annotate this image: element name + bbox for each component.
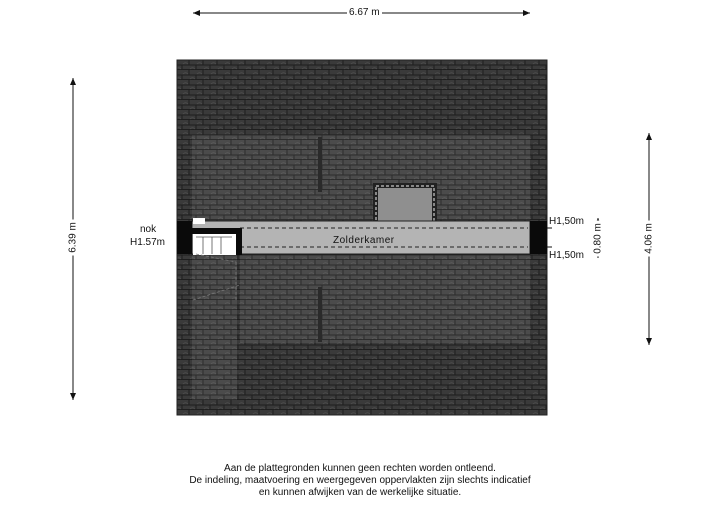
disclaimer-line-2: De indeling, maatvoering en weergegeven oppervlakten zijn slechts indicatief: [189, 475, 531, 486]
nok-height-label: H1.57m: [130, 237, 166, 248]
right-bottom-height-label: H1,50m: [549, 250, 585, 261]
nok-label: nok: [140, 224, 157, 235]
top-dimension-label: 6.67 m: [349, 7, 380, 18]
right-top-height-label: H1,50m: [549, 216, 585, 227]
left-dimension-label: 6.39 m: [68, 220, 79, 256]
room-label: Zolderkamer: [333, 235, 395, 246]
right-dimension-label: 4.06 m: [644, 221, 655, 257]
disclaimer-line-3: en kunnen afwijken van de werkelijke situatie.: [258, 487, 462, 498]
disclaimer: [0, 463, 720, 499]
disclaimer-line-1: Aan de plattegronden kunnen geen rechten worden ontleend.: [224, 463, 496, 474]
right-small-dimension-label: 0.80 m: [593, 221, 604, 257]
